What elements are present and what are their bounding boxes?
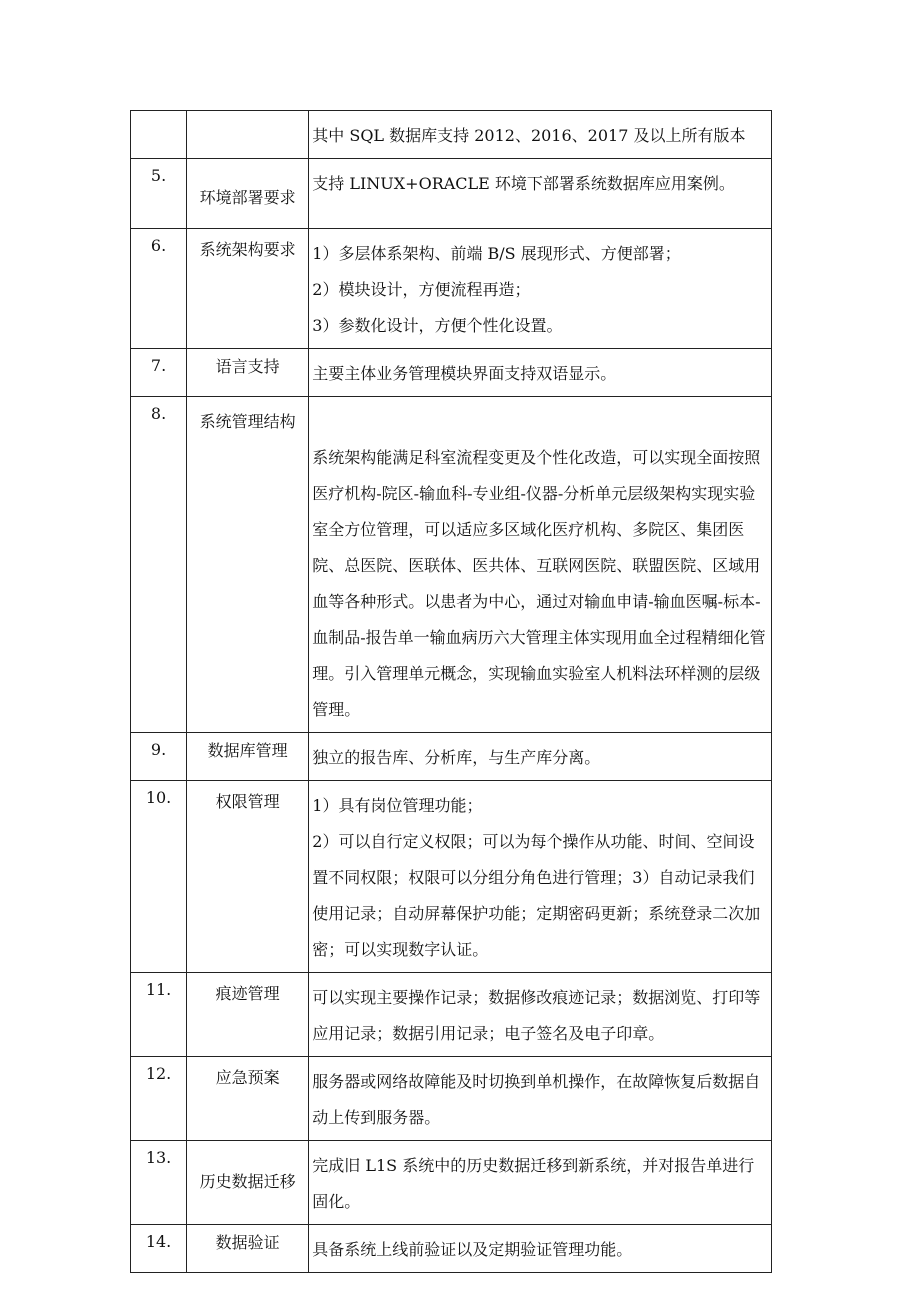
row-number: 14. [131,1225,187,1273]
requirement-name-text: 痕迹管理 [215,984,280,1003]
requirements-table [130,110,772,1273]
requirement-description [309,349,772,397]
description-line: 完成旧 L1S 系统中的历史数据迁移到新系统，并对报告单进行固化。 [312,1156,755,1211]
requirement-description [309,1225,772,1273]
requirement-name [187,733,309,781]
row-number: 13. [131,1141,187,1225]
table-row [131,111,772,159]
requirement-description [309,111,772,159]
description-line: 可以实现主要操作记录；数据修改痕迹记录；数据浏览、打印等应用记录；数据引用记录；电子签名及电子印章。 [312,988,761,1043]
description-line: 1）多层体系架构、前端 B/S 展现形式、方便部署； [312,244,681,263]
requirement-name-text: 系统架构要求 [199,240,296,259]
table-row [131,1057,772,1141]
requirement-description [309,973,772,1057]
requirement-description [309,733,772,781]
requirement-name-text: 数据验证 [215,1233,280,1252]
requirement-name-text: 语言支持 [215,357,280,376]
requirement-name [187,973,309,1057]
row-number: 9. [131,733,187,781]
requirement-name [187,1057,309,1141]
row-number: 6. [131,229,187,349]
table-row [131,159,772,229]
table-row [131,1141,772,1225]
requirement-name [187,349,309,397]
requirement-name [187,229,309,349]
description-line: 其中 SQL 数据库支持 2012、2016、2017 及以上所有版本 [312,126,746,145]
row-number: 11. [131,973,187,1057]
description-line: 具备系统上线前验证以及定期验证管理功能。 [312,1240,633,1259]
requirement-name [187,1141,309,1225]
description-line: 2）模块设计，方便流程再造； [312,280,531,299]
requirement-name [187,781,309,973]
row-number: 7. [131,349,187,397]
description-line: 系统架构能满足科室流程变更及个性化改造，可以实现全面按照医疗机构-院区-输血科-专业组-仪器-分析单元层级架构实现实验室全方位管理，可以适应多区域化医疗机构、多院区、集团医院、总医院、医联体、医共体、互联网医院、联盟医院、区域用血等各种形式。以患者为中心，通过对输血申请-输血医嘱-标本-血制品-报告单一输血病历六大管理主体实现用血全过程精细化管理。引入管理单元概念，实现输血实验室人机料法环样测的层级管理。 [312,448,766,719]
table-row [131,397,772,733]
requirement-name [187,111,309,159]
row-number: 12. [131,1057,187,1141]
description-line [312,404,768,440]
requirement-description [309,159,772,229]
requirement-name-text: 数据库管理 [207,741,288,760]
requirement-name-text: 环境部署要求 [199,188,296,207]
row-number [131,111,187,159]
description-line: 独立的报告库、分析库，与生产库分离。 [312,748,601,767]
table-row [131,349,772,397]
requirement-description [309,1141,772,1225]
table-row [131,1225,772,1273]
description-line: 支持 LINUX+ORACLE 环境下部署系统数据库应用案例。 [312,174,735,193]
row-number: 5. [131,159,187,229]
requirement-name [187,397,309,733]
table-row [131,229,772,349]
table-row [131,781,772,973]
description-line: 主要主体业务管理模块界面支持双语显示。 [312,364,617,383]
requirement-name [187,1225,309,1273]
requirement-description [309,397,772,733]
requirement-name-text: 系统管理结构 [199,412,296,431]
description-line: 1）具有岗位管理功能； [312,796,483,815]
requirement-description [309,781,772,973]
description-line: 2）可以自行定义权限；可以为每个操作从功能、时间、空间设置不同权限；权限可以分组分角色进行管理；3）自动记录我们使用记录；自动屏幕保护功能；定期密码更新；系统登录二次加密；可以实现数字认证。 [312,832,761,959]
requirement-name-text: 历史数据迁移 [199,1172,296,1191]
requirement-name-text: 应急预案 [215,1068,280,1087]
row-number: 10. [131,781,187,973]
requirement-description [309,229,772,349]
description-line: 3）参数化设计，方便个性化设置。 [312,316,563,335]
row-number: 8. [131,397,187,733]
requirement-description [309,1057,772,1141]
description-line: 服务器或网络故障能及时切换到单机操作，在故障恢复后数据自动上传到服务器。 [312,1072,761,1127]
table-row [131,973,772,1057]
table-row [131,733,772,781]
requirement-name-text: 权限管理 [215,792,280,811]
requirement-name [187,159,309,229]
